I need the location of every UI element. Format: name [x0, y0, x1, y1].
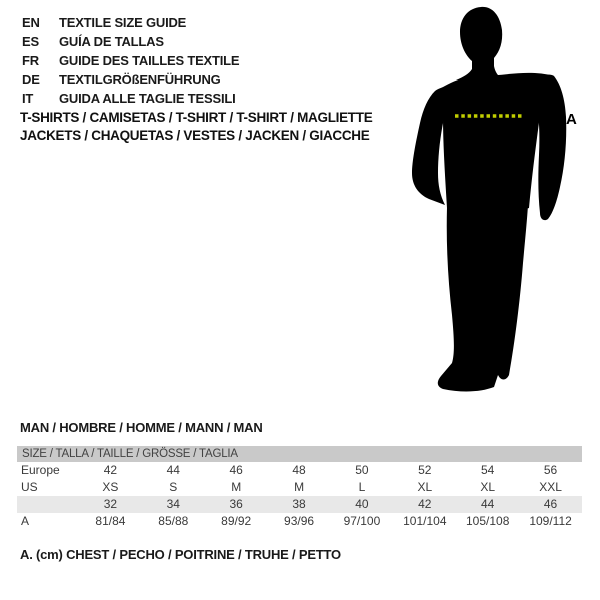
measurement-label-a: A — [566, 111, 577, 128]
row-label — [17, 496, 79, 513]
size-cell: 42 — [103, 463, 118, 477]
language-code: EN — [22, 15, 40, 30]
size-cell: 48 — [292, 463, 306, 477]
size-cell: 97/100 — [343, 514, 381, 528]
size-cell: 81/84 — [95, 514, 126, 528]
category-tshirts: T-SHIRTS / CAMISETAS / T-SHIRT / T-SHIRT / MAGLIETTE — [20, 110, 373, 125]
right-arm-silhouette — [536, 75, 566, 221]
size-cell: 44 — [166, 463, 180, 477]
size-cell: 101/104 — [403, 514, 447, 528]
head-silhouette — [456, 7, 503, 80]
language-list — [22, 13, 239, 108]
size-cell: 105/108 — [465, 514, 510, 528]
language-code: DE — [22, 72, 40, 87]
size-cell: M — [294, 480, 305, 494]
size-table-header: SIZE / TALLA / TAILLE / GRÖSSE / TAGLIA — [17, 446, 582, 462]
size-cell: XXL — [539, 480, 562, 494]
size-cell: 89/92 — [221, 514, 252, 528]
language-code: FR — [22, 53, 39, 68]
size-cell: XL — [480, 480, 496, 494]
language-label: TEXTILE SIZE GUIDE — [59, 15, 187, 30]
language-row — [22, 32, 239, 51]
size-cell: S — [169, 480, 178, 494]
size-cell: 34 — [166, 497, 180, 511]
size-cell: 42 — [418, 497, 432, 511]
torso-silhouette — [435, 73, 554, 214]
row-label: US — [21, 480, 38, 494]
language-code: IT — [22, 91, 34, 106]
language-label: GUÍA DE TALLAS — [59, 34, 164, 49]
chest-footnote: A. (cm) CHEST / PECHO / POITRINE / TRUHE / PETTO — [20, 547, 341, 562]
size-cell: 32 — [103, 497, 118, 511]
language-row — [22, 51, 239, 70]
size-cell: 40 — [355, 497, 369, 511]
size-cell: 85/88 — [158, 514, 189, 528]
size-cell: L — [358, 480, 366, 494]
man-silhouette-svg — [405, 5, 595, 395]
size-cell: 36 — [229, 497, 243, 511]
language-label: GUIDA ALLE TAGLIE TESSILI — [59, 91, 236, 106]
size-cell: 52 — [418, 463, 432, 477]
language-label: TEXTILGRÖßENFÜHRUNG — [59, 72, 221, 87]
category-jackets: JACKETS / CHAQUETAS / VESTES / JACKEN / GIACCHE — [20, 128, 370, 143]
language-label: GUIDE DES TAILLES TEXTILE — [59, 53, 240, 68]
language-code: ES — [22, 34, 39, 49]
size-table — [17, 446, 582, 530]
language-row — [22, 89, 239, 108]
language-row — [22, 13, 239, 32]
legs-silhouette — [438, 205, 528, 391]
size-cell: 38 — [292, 497, 306, 511]
size-cell: XL — [417, 480, 433, 494]
table-row-chest-a — [17, 513, 582, 530]
table-row-europe — [17, 462, 582, 479]
size-cell: 44 — [481, 497, 495, 511]
size-cell: 56 — [543, 463, 558, 477]
size-cell: M — [231, 480, 242, 494]
section-title-man: MAN / HOMBRE / HOMME / MANN / MAN — [20, 420, 263, 435]
garment-categories — [20, 109, 372, 145]
size-cell: 46 — [229, 463, 243, 477]
language-row — [22, 70, 239, 89]
size-cell: XS — [102, 480, 119, 494]
size-cell: 93/96 — [284, 514, 315, 528]
size-cell: 109/112 — [529, 514, 572, 528]
row-label: A — [21, 514, 30, 528]
table-row-numeric — [17, 496, 582, 513]
table-row-us — [17, 479, 582, 496]
size-cell: 46 — [543, 497, 558, 511]
man-silhouette-figure — [405, 5, 595, 395]
size-cell: 50 — [355, 463, 369, 477]
row-label: Europe — [21, 463, 60, 477]
size-cell: 54 — [481, 463, 495, 477]
